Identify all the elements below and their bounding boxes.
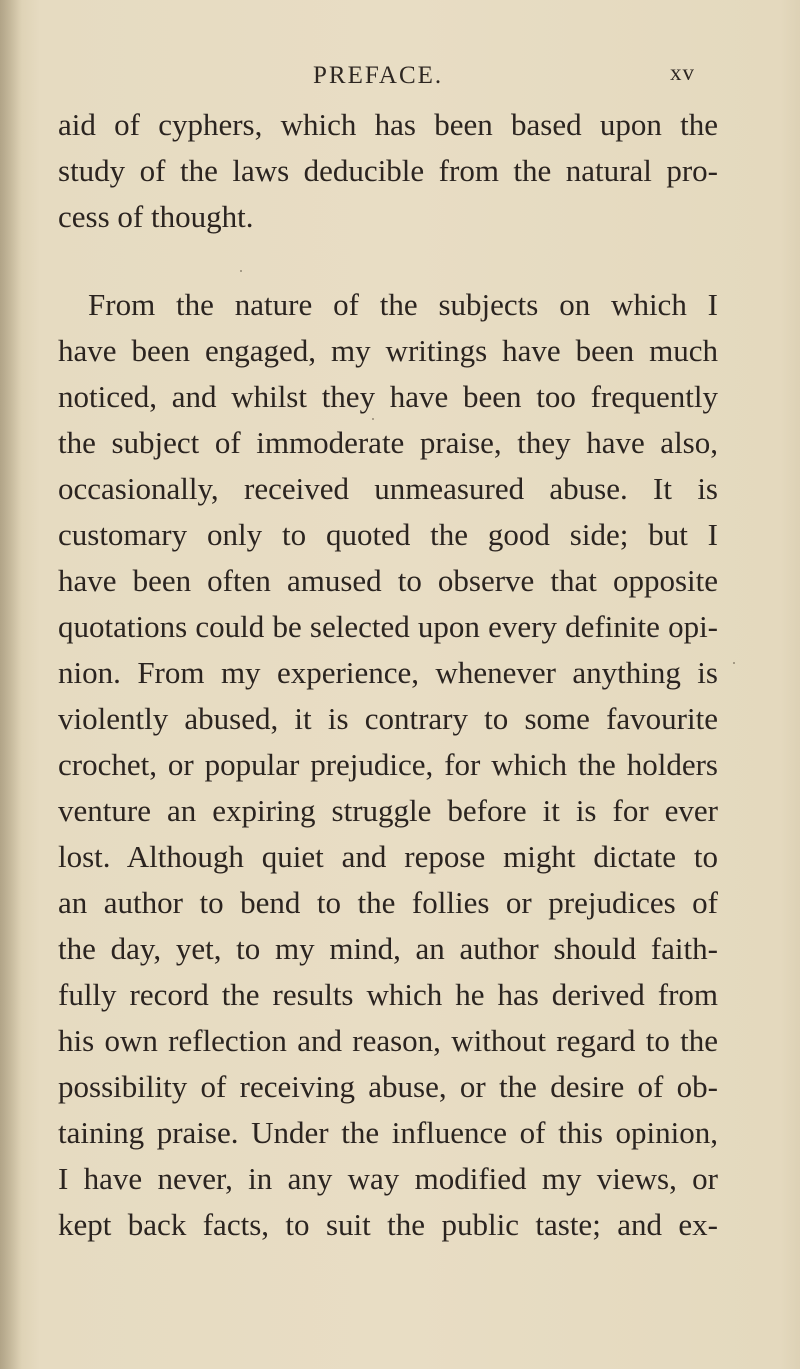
paper-speck — [372, 418, 374, 420]
text-line: quotations could be selected upon every definite opi- — [58, 609, 718, 644]
text-line: his own reflection and reason, without regard to the — [58, 1023, 718, 1058]
text-line: kept back facts, to suit the public taste; and ex- — [58, 1207, 718, 1242]
paragraph-2 — [58, 282, 718, 1248]
text-line: an author to bend to the follies or prejudices of — [58, 885, 718, 920]
paper-speck — [733, 662, 735, 664]
paper-speck — [240, 270, 242, 272]
text-line: From the nature of the subjects on which I — [88, 287, 718, 322]
running-head — [0, 60, 800, 100]
text-line: customary only to quoted the good side; but I — [58, 517, 718, 552]
text-line: noticed, and whilst they have been too frequently — [58, 379, 718, 414]
text-line: I have never, in any way modified my views, or — [58, 1161, 718, 1196]
text-line: venture an expiring struggle before it is for ever — [58, 793, 718, 828]
text-line: taining praise. Under the influence of this opinion, — [58, 1115, 718, 1150]
text-line: study of the laws deducible from the natural pro- — [58, 153, 718, 188]
text-line: possibility of receiving abuse, or the desire of ob- — [58, 1069, 718, 1104]
text-line: aid of cyphers, which has been based upon the — [58, 107, 718, 142]
paragraph-1 — [58, 102, 718, 240]
text-line: the subject of immoderate praise, they have also, — [58, 425, 718, 460]
text-line: nion. From my experience, whenever anything is — [58, 655, 718, 690]
text-line: violently abused, it is contrary to some favourite — [58, 701, 718, 736]
text-line: have been engaged, my writings have been much — [58, 333, 718, 368]
page-number: xv — [670, 60, 695, 85]
body-text — [58, 102, 718, 1248]
running-head-title: PREFACE. — [313, 62, 444, 89]
spine-shadow — [0, 0, 22, 1369]
text-line: crochet, or popular prejudice, for which the holders — [58, 747, 718, 782]
text-line: have been often amused to observe that opposite — [58, 563, 718, 598]
text-line: cess of thought. — [58, 199, 254, 234]
paragraph-spacer — [58, 240, 718, 282]
text-line: fully record the results which he has derived from — [58, 977, 718, 1012]
text-line: the day, yet, to my mind, an author should faith- — [58, 931, 718, 966]
text-line: occasionally, received unmeasured abuse. It is — [58, 471, 718, 506]
text-line: lost. Although quiet and repose might dictate to — [58, 839, 718, 874]
